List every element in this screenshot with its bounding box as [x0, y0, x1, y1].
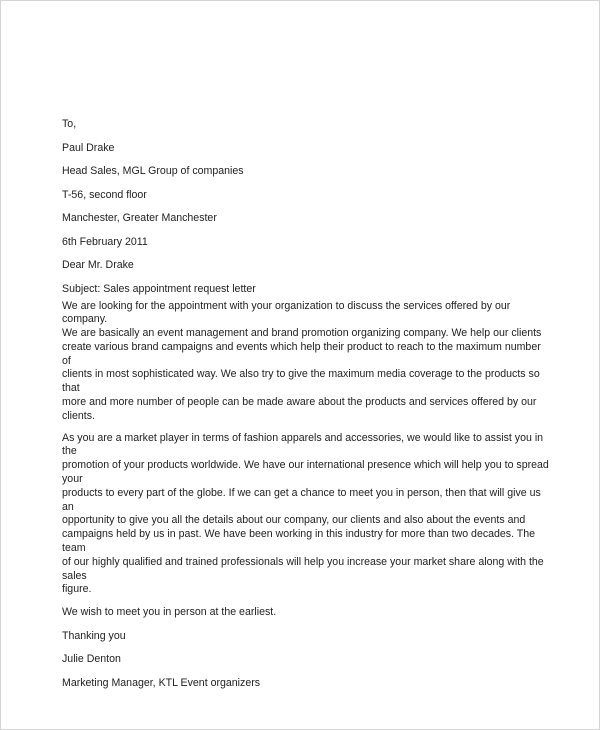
salutation-to: To,: [62, 118, 77, 130]
sender-title: Marketing Manager, KTL Event organizers: [62, 676, 261, 689]
address-line-2: Manchester, Greater Manchester: [62, 212, 217, 224]
paragraph-2: As you are a market player in terms of fashion apparels and accessories, we would like to assist you in the promotion of your products worldwide. We have our international presence which will help you to spread your products to every part of the globe. If we can get a chance to meet you in person, then that will give us an opportunity to give you all the details about our company, our clients and also about the events and campaigns held by us in past. We have been working in this industry for more than two decades. The team of our highly qualified and trained professionals will help you increase your market share along with the sales figure.: [62, 431, 549, 596]
paragraph-1: We are looking for the appointment with your organization to discuss the services offered by our company. We are basically an event management and brand promotion organizing company. We help our clients create various brand campaigns and events which help their product to reach to the maximum number of clients in most sophisticated way. We also try to give the maximum media coverage to the products so that more and more number of people can be made aware about the products and services offered by our clients.: [62, 299, 542, 422]
paragraph-3: We wish to meet you in person at the earliest.: [62, 606, 277, 619]
closing: Thanking you: [62, 629, 126, 642]
letter-date: 6th February 2011: [62, 235, 148, 248]
recipient-name: Paul Drake: [62, 141, 115, 154]
sender-name: Julie Denton: [62, 653, 121, 666]
letter-body: [62, 117, 552, 690]
subject-line: Subject: Sales appointment request letter: [62, 282, 256, 295]
address-line-1: T-56, second floor: [62, 188, 147, 201]
recipient-title: Head Sales, MGL Group of companies: [62, 165, 244, 177]
greeting: Dear Mr. Drake: [62, 259, 134, 271]
